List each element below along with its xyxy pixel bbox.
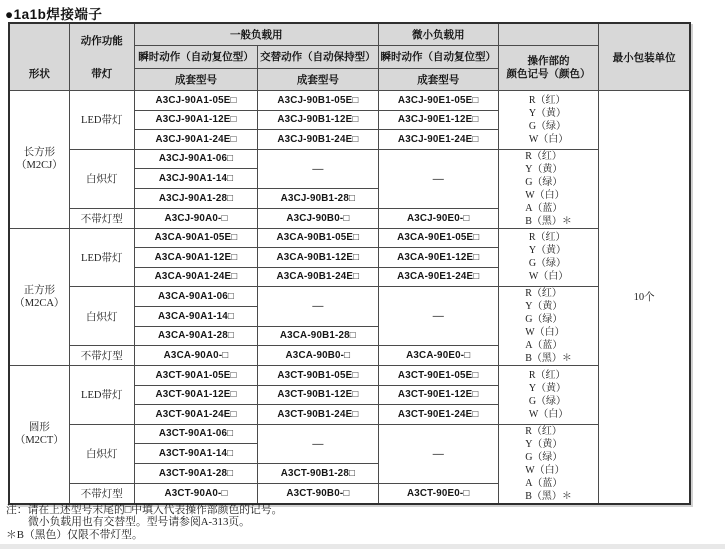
color-code-line: R（红） — [528, 94, 566, 106]
dash-cell: — — [378, 149, 498, 208]
dash-cell: — — [378, 424, 498, 484]
lamp-type-cell: LED带灯 — [69, 228, 134, 287]
color-codes-cell — [498, 91, 598, 150]
header-color-code — [498, 45, 598, 91]
model-cell: A3CT-90A1-06□ — [134, 424, 257, 444]
model-cell: A3CT-90E1-12E□ — [378, 385, 498, 405]
page-bottom-divider — [0, 544, 725, 549]
color-code-line: Y（黄） — [528, 245, 567, 257]
model-cell: A3CA-90B1-12E□ — [258, 248, 378, 268]
color-code-line: W（白） — [528, 408, 569, 420]
model-cell: A3CA-90E1-12E□ — [378, 248, 498, 268]
model-cell: A3CJ-90A1-06□ — [134, 149, 257, 169]
model-cell: A3CJ-90B1-28□ — [258, 189, 378, 209]
color-code-line: Y（黄） — [525, 301, 563, 312]
color-code-line: G（绿） — [528, 258, 567, 270]
model-cell: A3CJ-90B1-05E□ — [258, 91, 378, 111]
color-codes-cell — [498, 287, 598, 366]
header-with-lamp-label: 带灯 — [91, 68, 113, 80]
color-code-line: R（红） — [525, 425, 562, 437]
model-cell: A3CJ-90B1-12E□ — [258, 110, 378, 130]
model-cell: A3CT-90B1-24E□ — [258, 405, 378, 425]
shape-cell-m2ca — [9, 228, 69, 366]
color-code-line: Y（黄） — [525, 163, 563, 175]
footnotes — [6, 504, 282, 541]
color-codes-cell — [498, 228, 598, 287]
color-codes-cell — [498, 424, 598, 504]
model-cell: A3CT-90E0-□ — [378, 484, 498, 504]
header-min-package: 最小包装单位 — [599, 23, 690, 91]
color-code-line: A（蓝） — [525, 340, 563, 351]
color-code-line: R（红） — [525, 288, 562, 299]
dash-cell: — — [258, 287, 378, 327]
header-micro-load: 微小负载用 — [378, 23, 498, 45]
header-shape-label: 形状 — [28, 68, 50, 80]
model-cell: A3CJ-90E1-12E□ — [378, 110, 498, 130]
model-cell: A3CT-90A1-28□ — [134, 464, 257, 484]
lamp-type-cell: 白炽灯 — [69, 424, 134, 484]
model-cell: A3CT-90A0-□ — [134, 484, 257, 504]
header-momentary-general: 瞬时动作（自动复位型） — [134, 45, 257, 69]
shape-name: 正方形 — [23, 284, 56, 296]
lamp-type-cell: 不带灯型 — [69, 208, 134, 228]
footnote-line: ＊B（黑色）仅限不带灯型。 — [6, 528, 143, 541]
color-code-line: R（红） — [525, 150, 562, 162]
model-cell: A3CA-90B1-28□ — [258, 326, 378, 346]
model-cell: A3CJ-90A1-12E□ — [134, 110, 257, 130]
model-cell: A3CA-90E1-05E□ — [378, 228, 498, 248]
model-cell: A3CA-90A1-14□ — [134, 306, 257, 326]
model-cell: A3CT-90E1-24E□ — [378, 405, 498, 425]
header-shape — [9, 23, 69, 91]
model-cell: A3CA-90A1-24E□ — [134, 267, 257, 287]
header-set-model-3: 成套型号 — [378, 69, 498, 91]
footnote-line: 微小负载用也有交替型。型号请参阅A-313页。 — [28, 516, 250, 529]
shape-code: （M2CA） — [14, 297, 65, 309]
color-code-line: G（绿） — [525, 176, 563, 188]
header-alternate-general: 交替动作（自动保持型） — [258, 45, 378, 69]
model-cell: A3CJ-90B1-24E□ — [258, 130, 378, 150]
lamp-type-cell: 不带灯型 — [69, 484, 134, 504]
color-codes-cell — [498, 149, 598, 228]
lamp-type-cell: 白炽灯 — [69, 149, 134, 208]
model-cell: A3CJ-90E1-05E□ — [378, 91, 498, 111]
color-code-line: B（黑）＊ — [525, 353, 572, 364]
model-cell: A3CT-90B1-12E□ — [258, 385, 378, 405]
header-color-code-line1: 操作部的 — [527, 54, 570, 67]
min-package-cell: 10个 — [599, 91, 690, 504]
color-code-line: W（白） — [525, 327, 565, 338]
header-action-function-label: 动作功能 — [80, 35, 123, 47]
dash-cell: — — [258, 149, 378, 189]
model-cell: A3CT-90A1-14□ — [134, 444, 257, 464]
model-cell: A3CT-90A1-12E□ — [134, 385, 257, 405]
shape-code: （M2CJ） — [15, 160, 63, 172]
header-empty-cell — [498, 23, 598, 45]
model-cell: A3CJ-90A0-□ — [134, 208, 257, 228]
model-cell: A3CJ-90A1-24E□ — [134, 130, 257, 150]
shape-cell-m2cj — [9, 91, 69, 229]
color-code-line: G（绿） — [528, 395, 567, 407]
product-model-table — [8, 22, 691, 505]
color-code-line: Y（黄） — [525, 438, 563, 450]
color-code-line: R（红） — [528, 232, 566, 244]
color-codes-cell — [498, 366, 598, 425]
model-cell: A3CA-90E0-□ — [378, 346, 498, 366]
model-cell: A3CJ-90E1-24E□ — [378, 130, 498, 150]
header-set-model-1: 成套型号 — [134, 69, 257, 91]
color-code-line: Y（黄） — [528, 107, 567, 119]
model-cell: A3CT-90E1-05E□ — [378, 366, 498, 386]
color-code-line: G（绿） — [528, 120, 567, 132]
color-code-line: A（蓝） — [525, 477, 563, 489]
shape-cell-m2ct — [9, 366, 69, 504]
header-color-code-line2: 颜色记号（颜色） — [506, 67, 591, 80]
lamp-type-cell: LED带灯 — [69, 366, 134, 425]
lamp-type-cell: LED带灯 — [69, 91, 134, 150]
page-title: ●1a1b焊接端子 — [5, 7, 103, 22]
header-momentary-micro: 瞬时动作（自动复位型） — [378, 45, 498, 69]
model-cell: A3CJ-90B0-□ — [258, 208, 378, 228]
color-code-line: W（白） — [528, 133, 569, 145]
model-cell: A3CA-90A1-12E□ — [134, 248, 257, 268]
color-code-line: Y（黄） — [528, 382, 567, 394]
color-code-line: B（黑）＊ — [525, 490, 572, 502]
model-cell: A3CA-90A1-06□ — [134, 287, 257, 307]
model-cell: A3CA-90B1-24E□ — [258, 267, 378, 287]
model-cell: A3CJ-90A1-28□ — [134, 189, 257, 209]
color-code-line: R（红） — [528, 369, 566, 381]
model-cell: A3CT-90A1-24E□ — [134, 405, 257, 425]
model-cell: A3CT-90B0-□ — [258, 484, 378, 504]
model-cell: A3CT-90B1-28□ — [258, 464, 378, 484]
model-cell: A3CA-90E1-24E□ — [378, 267, 498, 287]
model-cell: A3CA-90A0-□ — [134, 346, 257, 366]
color-code-line: A（蓝） — [525, 202, 563, 214]
header-function-lamp — [69, 23, 134, 91]
footnote-line: 注：请在上述型号末尾的□中填入代表操作部颜色的记号。 — [6, 504, 283, 516]
model-cell: A3CJ-90A1-14□ — [134, 169, 257, 189]
model-cell: A3CA-90A1-28□ — [134, 326, 257, 346]
model-cell: A3CJ-90A1-05E□ — [134, 91, 257, 111]
model-cell: A3CT-90B1-05E□ — [258, 366, 378, 386]
lamp-type-cell: 白炽灯 — [69, 287, 134, 346]
model-cell: A3CA-90B1-05E□ — [258, 228, 378, 248]
shape-code: （M2CT） — [14, 435, 64, 447]
model-cell: A3CT-90A1-05E□ — [134, 366, 257, 386]
color-code-line: G（绿） — [525, 314, 563, 325]
model-cell: A3CA-90A1-05E□ — [134, 228, 257, 248]
model-cell: A3CA-90B0-□ — [258, 346, 378, 366]
dash-cell: — — [258, 424, 378, 464]
color-code-line: B（黑）＊ — [525, 215, 572, 227]
color-code-line: W（白） — [525, 189, 565, 201]
header-set-model-2: 成套型号 — [258, 69, 378, 91]
color-code-line: W（白） — [525, 464, 565, 476]
dash-cell: — — [378, 287, 498, 346]
model-cell: A3CJ-90E0-□ — [378, 208, 498, 228]
lamp-type-cell: 不带灯型 — [69, 346, 134, 366]
color-code-line: W（白） — [528, 271, 569, 283]
shape-name: 圆形 — [28, 422, 50, 434]
header-general-load: 一般负载用 — [134, 23, 378, 45]
color-code-line: G（绿） — [525, 451, 563, 463]
shape-name: 长方形 — [23, 147, 56, 159]
